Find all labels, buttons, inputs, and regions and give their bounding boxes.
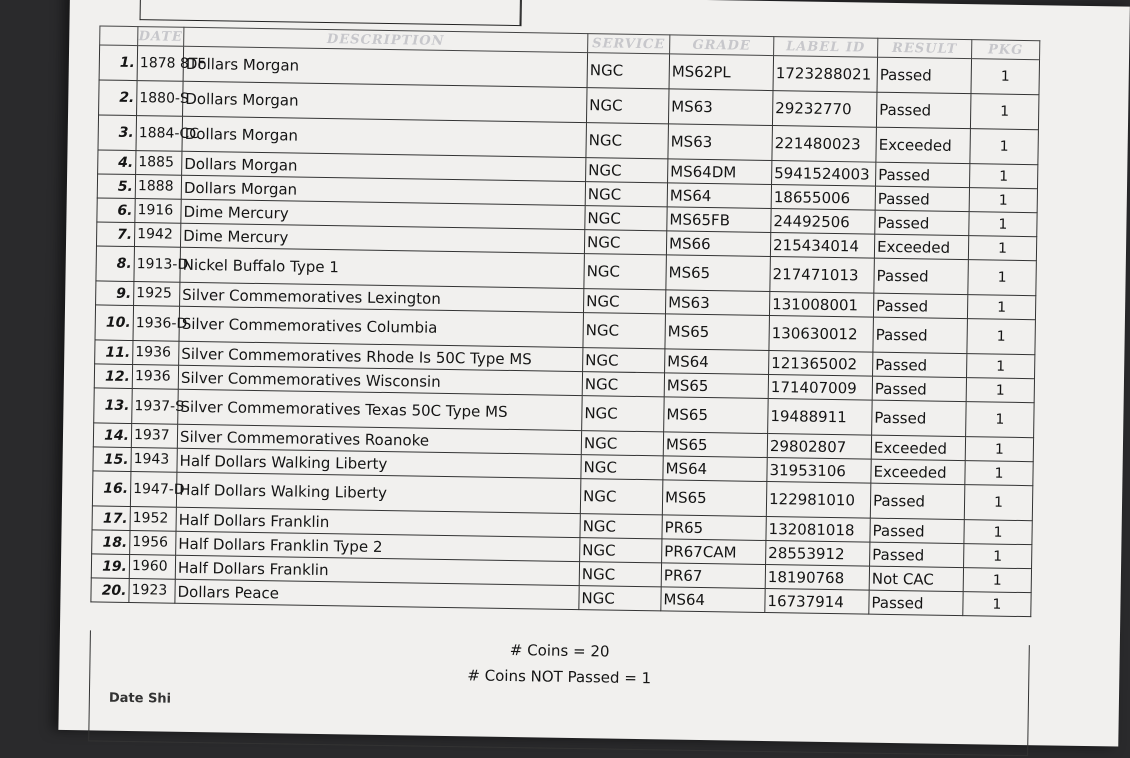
row-pkg: 1 <box>970 129 1039 165</box>
row-service: NGC <box>582 396 665 432</box>
row-date: 1960 <box>129 555 175 580</box>
row-grade: MS63 <box>668 124 773 161</box>
row-result: Passed <box>875 186 969 211</box>
row-description: Half Dollars Walking Liberty <box>177 448 581 478</box>
row-pkg: 1 <box>965 461 1033 486</box>
row-result: Passed <box>872 376 966 401</box>
row-label-id: 5941524003 <box>772 161 876 187</box>
row-date: 1937 <box>131 424 177 449</box>
row-description: Dime Mercury <box>180 223 584 253</box>
row-service: NGC <box>583 313 666 349</box>
row-date: 1943 <box>131 448 177 473</box>
row-description: Dime Mercury <box>181 199 585 229</box>
row-pkg: 1 <box>968 236 1036 261</box>
row-pkg: 1 <box>971 59 1040 95</box>
row-grade: PR67 <box>661 563 765 589</box>
header-box <box>140 0 522 26</box>
row-number: 12. <box>94 364 132 389</box>
coins-not-passed-count: # Coins NOT Passed = 1 <box>467 666 652 688</box>
row-grade: MS63 <box>665 290 769 316</box>
row-date: 1936 <box>133 341 179 366</box>
row-pkg: 1 <box>963 568 1031 593</box>
header-pkg: PKG <box>972 40 1040 60</box>
row-description: Silver Commemoratives Rhode Is 50C Type MS <box>179 341 583 371</box>
row-date: 1916 <box>135 199 181 224</box>
row-service: NGC <box>583 348 665 373</box>
row-pkg: 1 <box>970 94 1039 130</box>
row-number: 14. <box>93 423 131 448</box>
row-label-id: 130630012 <box>769 316 874 353</box>
row-service: NGC <box>584 230 666 255</box>
row-pkg: 1 <box>969 188 1037 213</box>
row-number: 8. <box>96 246 135 282</box>
row-result: Passed <box>870 542 964 567</box>
row-result: Passed <box>873 352 967 377</box>
row-grade: MS66 <box>666 231 770 257</box>
summary-box <box>88 630 1030 756</box>
row-service: NGC <box>579 586 661 611</box>
row-service: NGC <box>580 514 662 539</box>
row-description: Half Dollars Franklin Type 2 <box>176 531 580 561</box>
header-description: DESCRIPTION <box>184 27 588 52</box>
row-pkg: 1 <box>965 437 1033 462</box>
row-description: Silver Commemoratives Wisconsin <box>178 365 582 395</box>
row-result: Passed <box>875 210 969 235</box>
row-service: NGC <box>581 455 663 480</box>
row-date: 1936-D <box>133 306 180 342</box>
row-date: 1937-S <box>132 389 179 425</box>
row-pkg: 1 <box>964 485 1033 521</box>
row-service: NGC <box>583 289 665 314</box>
row-grade: MS65FB <box>667 207 771 233</box>
header-grade: GRADE <box>670 35 774 56</box>
row-pkg: 1 <box>966 378 1034 403</box>
row-grade: MS62PL <box>669 54 774 91</box>
row-date: 1888 <box>135 175 181 200</box>
row-label-id: 24492506 <box>771 209 875 235</box>
footer-partial-text: Date Shi <box>108 690 172 707</box>
row-date: 1936 <box>132 365 178 390</box>
row-result: Passed <box>873 317 968 353</box>
row-label-id: 132081018 <box>766 517 870 543</box>
row-number: 4. <box>98 150 136 175</box>
row-description: Half Dollars Walking Liberty <box>176 472 580 513</box>
row-label-id: 29232770 <box>772 91 877 128</box>
header-service: SERVICE <box>588 34 670 54</box>
row-pkg: 1 <box>966 402 1035 438</box>
row-label-id: 171407009 <box>768 375 872 401</box>
row-pkg: 1 <box>967 295 1035 320</box>
row-label-id: 215434014 <box>770 233 874 259</box>
row-label-id: 29802807 <box>767 434 871 460</box>
row-service: NGC <box>585 206 667 231</box>
row-label-id: 121365002 <box>769 351 873 377</box>
row-description: Half Dollars Franklin <box>176 507 580 537</box>
row-pkg: 1 <box>964 520 1032 545</box>
row-number: 13. <box>94 388 133 424</box>
header-date: DATE <box>138 27 184 47</box>
row-description: Nickel Buffalo Type 1 <box>180 247 584 288</box>
document-sheet <box>58 0 1129 747</box>
row-label-id: 18190768 <box>765 564 869 590</box>
row-date: 1878 8TF <box>137 46 184 82</box>
row-description: Dollars Peace <box>175 579 579 609</box>
row-pkg: 1 <box>963 592 1031 617</box>
row-result: Exceeded <box>874 234 968 259</box>
row-result: Passed <box>873 293 967 318</box>
row-date: 1956 <box>130 531 176 556</box>
row-service: NGC <box>586 158 668 183</box>
table-body <box>91 45 1040 617</box>
row-date: 1947-D <box>130 472 177 508</box>
row-result: Passed <box>870 518 964 543</box>
row-service: NGC <box>580 538 662 563</box>
row-grade: MS65 <box>662 480 767 517</box>
row-label-id: 217471013 <box>770 257 875 294</box>
header-num <box>100 26 138 46</box>
row-pkg: 1 <box>967 319 1036 355</box>
row-grade: MS64 <box>665 349 769 375</box>
row-grade: MS65 <box>666 255 771 292</box>
row-date: 1884-CC <box>136 116 183 152</box>
row-grade: MS65 <box>663 432 767 458</box>
row-result: Exceeded <box>871 435 965 460</box>
row-number: 7. <box>96 222 134 247</box>
row-pkg: 1 <box>967 354 1035 379</box>
row-description: Silver Commemoratives Texas 50C Type MS <box>178 389 582 430</box>
row-number: 20. <box>91 578 129 603</box>
row-description: Silver Commemoratives Lexington <box>180 282 584 312</box>
row-pkg: 1 <box>969 212 1037 237</box>
row-pkg: 1 <box>964 544 1032 569</box>
row-description: Dollars Morgan <box>183 81 587 122</box>
row-number: 1. <box>99 45 138 81</box>
row-label-id: 18655006 <box>771 185 875 211</box>
row-grade: MS64DM <box>668 159 772 185</box>
row-number: 5. <box>97 174 135 199</box>
row-label-id: 28553912 <box>766 540 870 566</box>
row-pkg: 1 <box>968 260 1037 296</box>
row-number: 6. <box>97 198 135 223</box>
row-grade: MS63 <box>668 89 773 126</box>
row-label-id: 1723288021 <box>773 56 878 93</box>
row-date: 1925 <box>134 282 180 307</box>
row-date: 1885 <box>136 151 182 176</box>
row-date: 1913-D <box>134 247 181 283</box>
row-label-id: 221480023 <box>772 126 877 163</box>
row-date: 1880-S <box>137 81 184 117</box>
row-service: NGC <box>584 254 667 290</box>
row-result: Passed <box>877 57 972 93</box>
row-grade: MS64 <box>661 587 765 613</box>
row-description: Dollars Morgan <box>182 116 586 157</box>
row-number: 9. <box>96 281 134 306</box>
row-number: 16. <box>92 471 131 507</box>
row-description: Silver Commemoratives Columbia <box>179 306 583 347</box>
row-pkg: 1 <box>970 164 1038 189</box>
row-result: Passed <box>876 162 970 187</box>
row-result: Exceeded <box>871 459 965 484</box>
row-service: NGC <box>585 182 667 207</box>
row-description: Silver Commemoratives Roanoke <box>177 424 581 454</box>
row-grade: MS64 <box>667 183 771 209</box>
coins-count: # Coins = 20 <box>509 640 610 661</box>
row-service: NGC <box>586 123 669 159</box>
row-date: 1923 <box>129 579 175 604</box>
row-result: Passed <box>876 92 971 128</box>
header-result: RESULT <box>878 38 972 58</box>
header-label-id: LABEL ID <box>774 37 878 58</box>
row-number: 17. <box>92 506 130 531</box>
row-result: Passed <box>874 258 969 294</box>
row-description: Dollars Morgan <box>181 175 585 205</box>
row-service: NGC <box>579 562 661 587</box>
row-description: Dollars Morgan <box>182 151 586 181</box>
row-label-id: 31953106 <box>767 458 871 484</box>
row-label-id: 16737914 <box>765 588 869 614</box>
row-date: 1942 <box>134 223 180 248</box>
row-grade: MS65 <box>664 373 768 399</box>
row-grade: MS64 <box>663 456 767 482</box>
row-date: 1952 <box>130 507 176 532</box>
row-number: 2. <box>99 80 138 116</box>
row-description: Dollars Morgan <box>183 46 587 87</box>
row-number: 10. <box>95 305 134 341</box>
row-label-id: 19488911 <box>768 399 873 436</box>
coin-results-table <box>90 25 1040 617</box>
row-result: Passed <box>869 590 963 615</box>
row-result: Passed <box>872 400 967 436</box>
row-number: 3. <box>98 115 137 151</box>
row-result: Not CAC <box>869 566 963 591</box>
row-grade: PR65 <box>662 515 766 541</box>
row-grade: MS65 <box>665 314 770 351</box>
row-grade: MS65 <box>664 397 769 434</box>
row-service: NGC <box>582 372 664 397</box>
row-service: NGC <box>587 53 670 89</box>
row-number: 18. <box>92 530 130 555</box>
row-label-id: 122981010 <box>766 482 871 519</box>
row-description: Half Dollars Franklin <box>175 555 579 585</box>
row-number: 11. <box>95 340 133 365</box>
row-label-id: 131008001 <box>769 292 873 318</box>
row-number: 15. <box>93 447 131 472</box>
row-service: NGC <box>580 479 663 515</box>
row-grade: PR67CAM <box>662 539 766 565</box>
row-result: Passed <box>870 483 965 519</box>
row-result: Exceeded <box>876 127 971 163</box>
row-service: NGC <box>586 88 669 124</box>
row-service: NGC <box>581 431 663 456</box>
row-number: 19. <box>91 554 129 579</box>
